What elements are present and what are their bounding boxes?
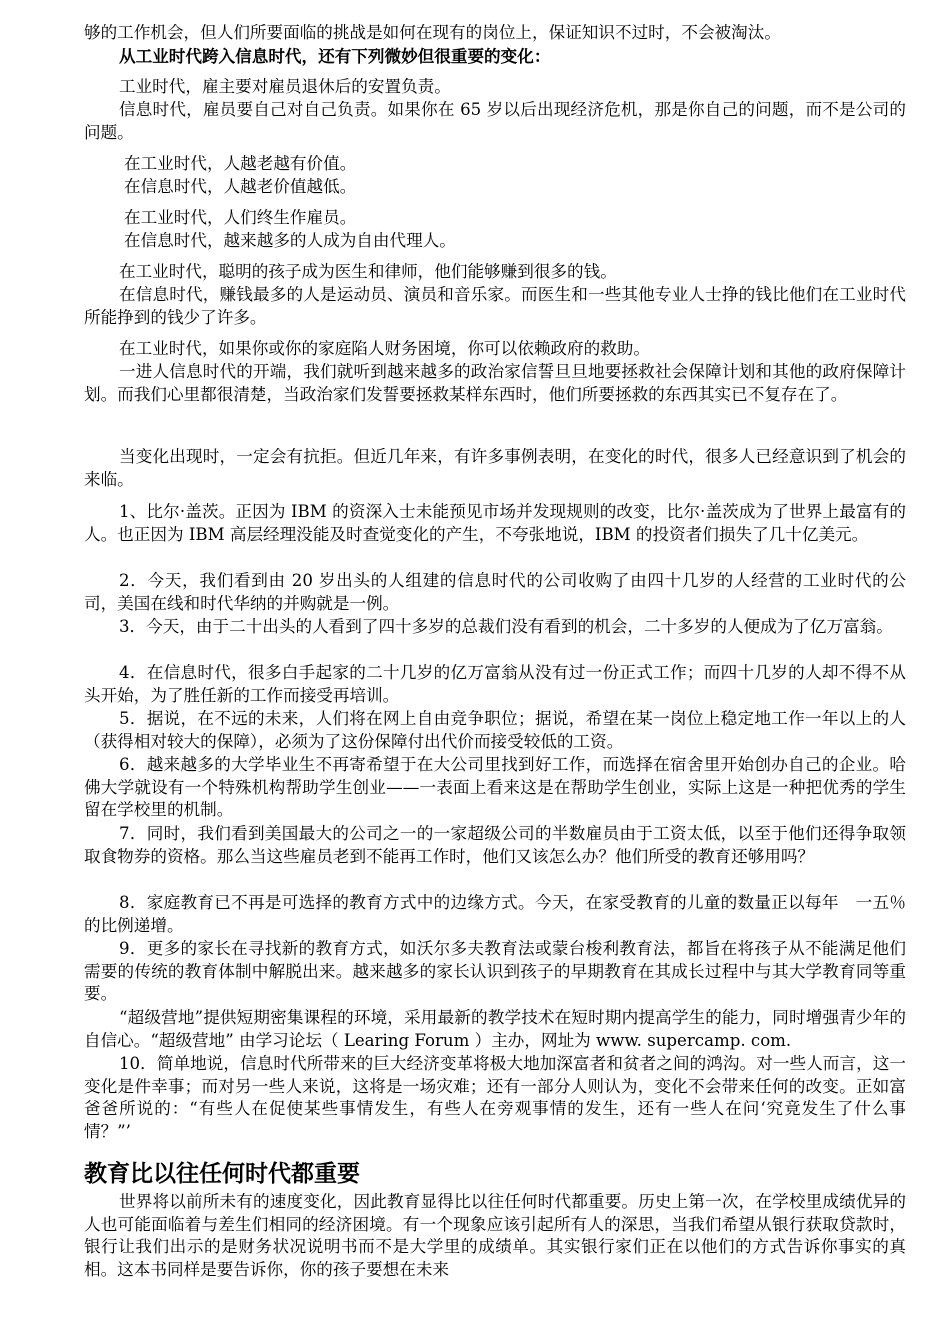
paragraph-supercamp: “超级营地”提供短期密集课程的环境，采用最新的教学技术在短时期内提高学生的能力，同时增强青少年的自信心。“超级营地” 由学习论坛（ Learing Forum ）主办，网址为 www. supercamp. com. — [84, 1008, 906, 1050]
paragraph-industrial-employee: 在工业时代，人们终生作雇员。 — [124, 208, 357, 227]
paragraph-info-employee: 信息时代，雇员要自己对自己负责。如果你在 65 岁以后出现经济危机，那是你自己的问题，而不是公司的问题。 — [84, 100, 906, 142]
section-heading: 教育比以往任何时代都重要 — [84, 1161, 360, 1187]
list-item-10: 10．简单地说，信息时代所带来的巨大经济变革将极大地加深富者和贫者之间的鸿沟。对一些人而言，这一变化是件幸事；而对另一些人来说，这将是一场灾难；还有一部分人则认为，变化不会带来任何的改变。正如富爸爸所说的：“有些人在促使某些事情发生，有些人在旁观事情的发生，还有一些人在问‘究竟发生了什么事情？”’ — [84, 1054, 906, 1141]
paragraph-info-athletes: 在信息时代，赚钱最多的人是运动员、演员和音乐家。而医生和一些其他专业人士挣的钱比他们在工业时代所能挣到的钱少了许多。 — [84, 285, 906, 327]
paragraph-resistance: 当变化出现时，一定会有抗拒。但近几年来，有许多事例表明，在变化的时代，很多人已经意识到了机会的来临。 — [84, 447, 906, 489]
list-item-9: 9．更多的家长在寻找新的教育方式，如沃尔多夫教育法或蒙台梭利教育法，都旨在将孩子从不能满足他们需要的传统的教育体制中解脱出来。越来越多的家长认识到孩子的早期教育在其成长过程中与其大学教育同等重要。 — [84, 939, 906, 1004]
paragraph-info-politicians: 一进人信息时代的开端，我们就听到越来越多的政治家信誓旦旦地要拯救社会保障计划和其他的政府保障计划。而我们心里都很清楚，当政治家们发誓要拯救某样东西时，他们所要拯救的东西其实已不复存在了。 — [84, 362, 906, 404]
paragraph-industrial-government: 在工业时代，如果你或你的家庭陷人财务困境，你可以依赖政府的救助。 — [119, 339, 650, 358]
paragraph-industrial-age: 在工业时代，人越老越有价值。 — [124, 154, 357, 173]
list-item-8: 8．家庭教育已不再是可选择的教育方式中的边缘方式。今天，在家受教育的儿童的数量正以每年 一五％的比例递增。 — [84, 893, 906, 935]
paragraph-industrial-doctors: 在工业时代，聪明的孩子成为医生和律师，他们能够赚到很多的钱。 — [119, 262, 617, 281]
list-item-6: 6．越来越多的大学毕业生不再寄希望于在大公司里找到好工作，而选择在宿舍里开始创办自己的企业。哈佛大学就设有一个特殊机构帮助学生创业——一表面上看来这是在帮助学生创业，实际上这是一种把优秀的学生留在学校里的机制。 — [84, 755, 906, 820]
paragraph-education: 世界将以前所未有的速度变化，因此教育显得比以往任何时代都重要。历史上第一次，在学校里成绩优异的人也可能面临着与差生们相同的经济困境。有一个现象应该引起所有人的深思，当我们希望从银行获取贷款时，银行让我们出示的是财务状况说明书而不是大学里的成绩单。其实银行家们正在以他们的方式告诉你事实的真相。这本书同样是要告诉你，你的孩子要想在未来 — [84, 1192, 906, 1279]
paragraph-info-freelancer: 在信息时代，越来越多的人成为自由代理人。 — [124, 231, 456, 250]
list-item-7: 7．同时，我们看到美国最大的公司之一的一家超级公司的半数雇员由于工资太低，以至于他们还得争取领取食物券的资格。那么当这些雇员老到不能再工作时，他们又该怎么办？他们所受的教育还够用吗？ — [84, 824, 906, 866]
list-item-5: 5．据说，在不远的未来，人们将在网上自由竞争职位；据说，希望在某一岗位上稳定地工作一年以上的人（获得相对较大的保障），必须为了这份保障付出代价而接受较低的工资。 — [84, 709, 906, 751]
paragraph-bold-intro: 从工业时代跨入信息时代，还有下列微妙但很重要的变化： — [119, 46, 551, 66]
list-item-4: 4．在信息时代，很多白手起家的二十几岁的亿万富翁从没有过一份正式工作；而四十几岁的人却不得不从头开始，为了胜任新的工作而接受再培训。 — [84, 663, 906, 705]
paragraph-industrial-employer: 工业时代，雇主要对雇员退休后的安置负责。 — [119, 77, 451, 96]
list-item-1: 1、比尔·盖茨。正因为 IBM 的资深入士未能预见市场并发现规则的改变，比尔·盖茨成为了世界上最富有的人。也正因为 IBM 高层经理没能及时查觉变化的产生，不夸张地说，IBM 的投资者们损失了几十亿美元。 — [84, 502, 906, 544]
list-item-3: 3．今天，由于二十出头的人看到了四十多岁的总裁们没有看到的机会，二十多岁的人便成为了亿万富翁。 — [119, 617, 893, 636]
list-item-2: 2．今天，我们看到由 20 岁出头的人组建的信息时代的公司收购了由四十几岁的人经营的工业时代的公司，美国在线和时代华纳的并购就是一例。 — [84, 571, 906, 613]
paragraph-info-age: 在信息时代，人越老价值越低。 — [124, 177, 357, 196]
paragraph-continuation: 够的工作机会，但人们所要面临的挑战是如何在现有的岗位上，保证知识不过时，不会被淘汰。 — [84, 23, 781, 42]
